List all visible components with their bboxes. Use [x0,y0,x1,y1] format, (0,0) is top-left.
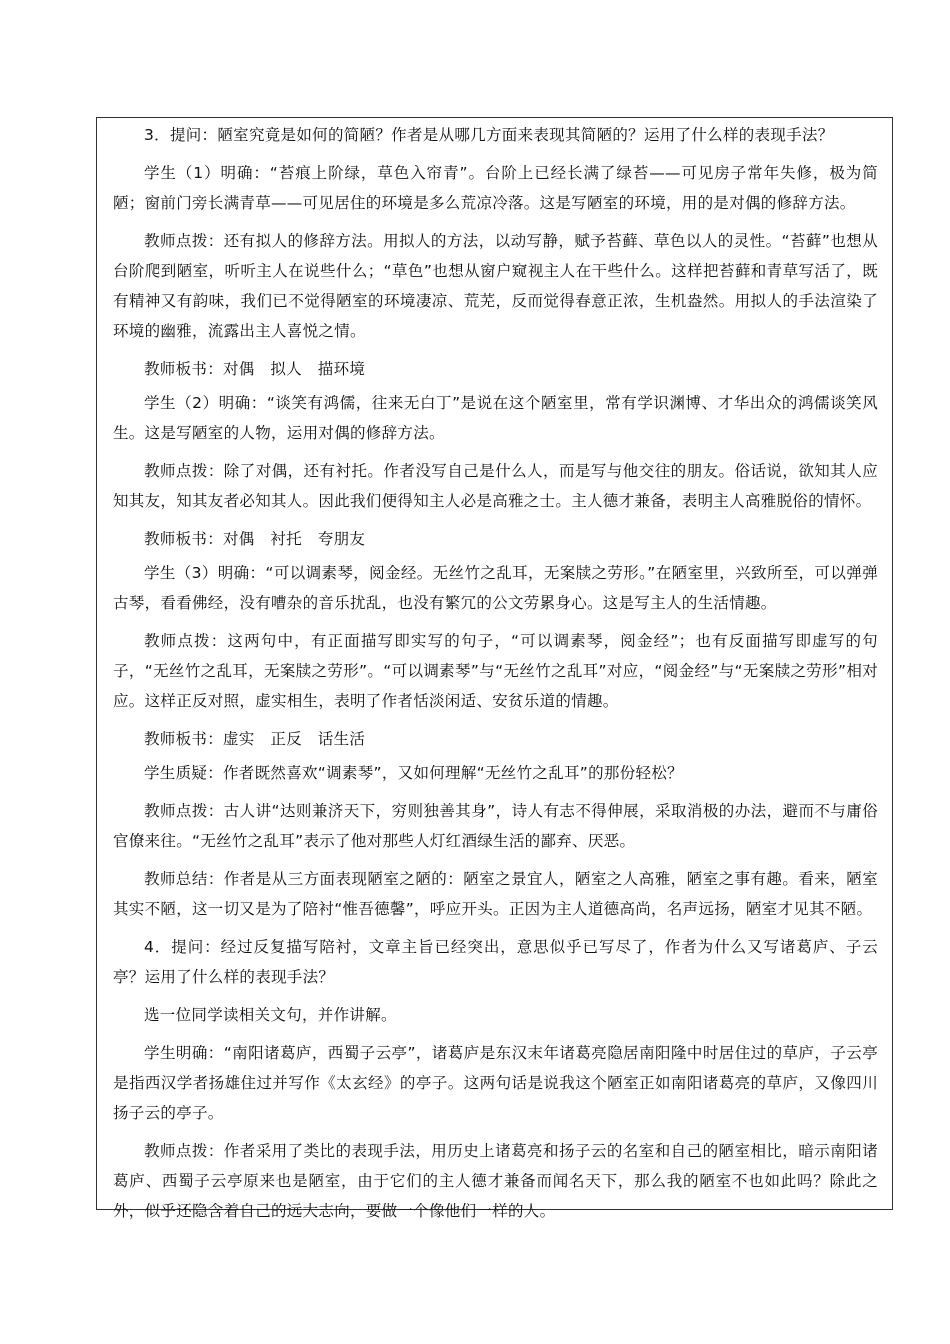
question-3: 3．提问：陋室究竟是如何的简陋？作者是从哪几方面来表现其简陋的？运用了什么样的表现手法？ [144,126,834,144]
teacher-guidance-4: 教师点拨：古人讲“达则兼济天下，穷则独善其身”，诗人有志不得伸展，采取消极的办法，避而不与庸俗官僚来往。“无丝竹之乱耳”表示了他对那些人灯红酒绿生活的鄙弃、厌恶。 [113,802,878,850]
question-4: 4．提问：经过反复描写陪衬，文章主旨已经突出，意思似乎已写尽了，作者为什么又写诸葛庐、子云亭？运用了什么样的表现手法？ [113,938,878,986]
student-answer-2: 学生（2）明确：“谈笑有鸿儒，往来无白丁”是说在这个陋室里，常有学识渊博、才华出众的鸿儒谈笑风生。这是写陋室的人物，运用对偶的修辞方法。 [113,394,878,442]
teacher-guidance-2: 教师点拨：除了对偶，还有衬托。作者没写自己是什么人，而是写与他交往的朋友。俗话说，欲知其人应知其友，知其友者必知其人。因此我们便得知主人必是高雅之士。主人德才兼备，表明主人高雅脱俗的情怀。 [113,462,878,510]
teacher-guidance-5: 教师点拨：作者采用了类比的表现手法，用历史上诸葛亮和扬子云的名室和自己的陋室相比，暗示南阳诸葛庐、西蜀子云亭原来也是陋室，由于它们的主人德才兼备而闻名天下，那么我的陋室不也如此吗？除此之外，似乎还隐含着自己的远大志向，要做一个像他们一样的人。 [113,1142,878,1220]
reading-instruction: 选一位同学读相关文句，并作讲解。 [144,1006,397,1024]
student-answer-1: 学生（1）明确：“苔痕上阶绿，草色入帘青”。台阶上已经长满了绿苔——可见房子常年失修，极为简陋；窗前门旁长满青草——可见居住的环境是多么荒凉冷落。这是写陋室的环境，用的是对偶的修辞方法。 [113,164,878,212]
blackboard-note-2: 教师板书：对偶 衬托 夸朋友 [144,530,366,548]
lesson-content-box [96,117,893,1220]
student-answer-3: 学生（3）明确：“可以调素琴，阅金经。无丝竹之乱耳，无案牍之劳形。”在陋室里，兴致所至，可以弹弹古琴，看看佛经，没有嘈杂的音乐扰乱，也没有繁冗的公文劳累身心。这是写主人的生活情趣。 [113,564,878,612]
teacher-summary: 教师总结：作者是从三方面表现陋室之陋的：陋室之景宜人，陋室之人高雅，陋室之事有趣。看来，陋室其实不陋，这一切又是为了陪衬“惟吾德馨”，呼应开头。正因为主人道德高尚，名声远扬，陋室才见其不陋。 [113,870,878,918]
teacher-guidance-1: 教师点拨：还有拟人的修辞方法。用拟人的方法，以动写静，赋予苔藓、草色以人的灵性。“苔藓”也想从台阶爬到陋室，听听主人在说些什么；“草色”也想从窗户窥视主人在干些什么。这样把苔藓和青草写活了，既有精神又有韵味，我们已不觉得陋室的环境凄凉、荒芜，反而觉得春意正浓，生机盎然。用拟人的手法渲染了环境的幽雅，流露出主人喜悦之情。 [113,232,878,340]
teacher-guidance-3: 教师点拨：这两句中，有正面描写即实写的句子，“可以调素琴，阅金经”；也有反面描写即虚写的句子，“无丝竹之乱耳，无案牍之劳形”。“可以调素琴”与“无丝竹之乱耳”对应，“阅金经”与“无案牍之劳形”相对应。这样正反对照，虚实相生，表明了作者恬淡闲适、安贫乐道的情趣。 [113,632,878,710]
student-answer-4: 学生明确：“南阳诸葛庐，西蜀子云亭”，诸葛庐是东汉末年诸葛亮隐居南阳隆中时居住过的草庐，子云亭是指西汉学者扬雄住过并写作《太玄经》的亭子。这两句话是说我这个陋室正如南阳诸葛亮的草庐，又像四川扬子云的亭子。 [113,1044,878,1122]
blackboard-note-1: 教师板书：对偶 拟人 描环境 [144,360,366,378]
student-question: 学生质疑：作者既然喜欢“调素琴”，又如何理解“无丝竹之乱耳”的那份轻松？ [144,764,683,782]
blackboard-note-3: 教师板书：虚实 正反 话生活 [144,730,366,748]
